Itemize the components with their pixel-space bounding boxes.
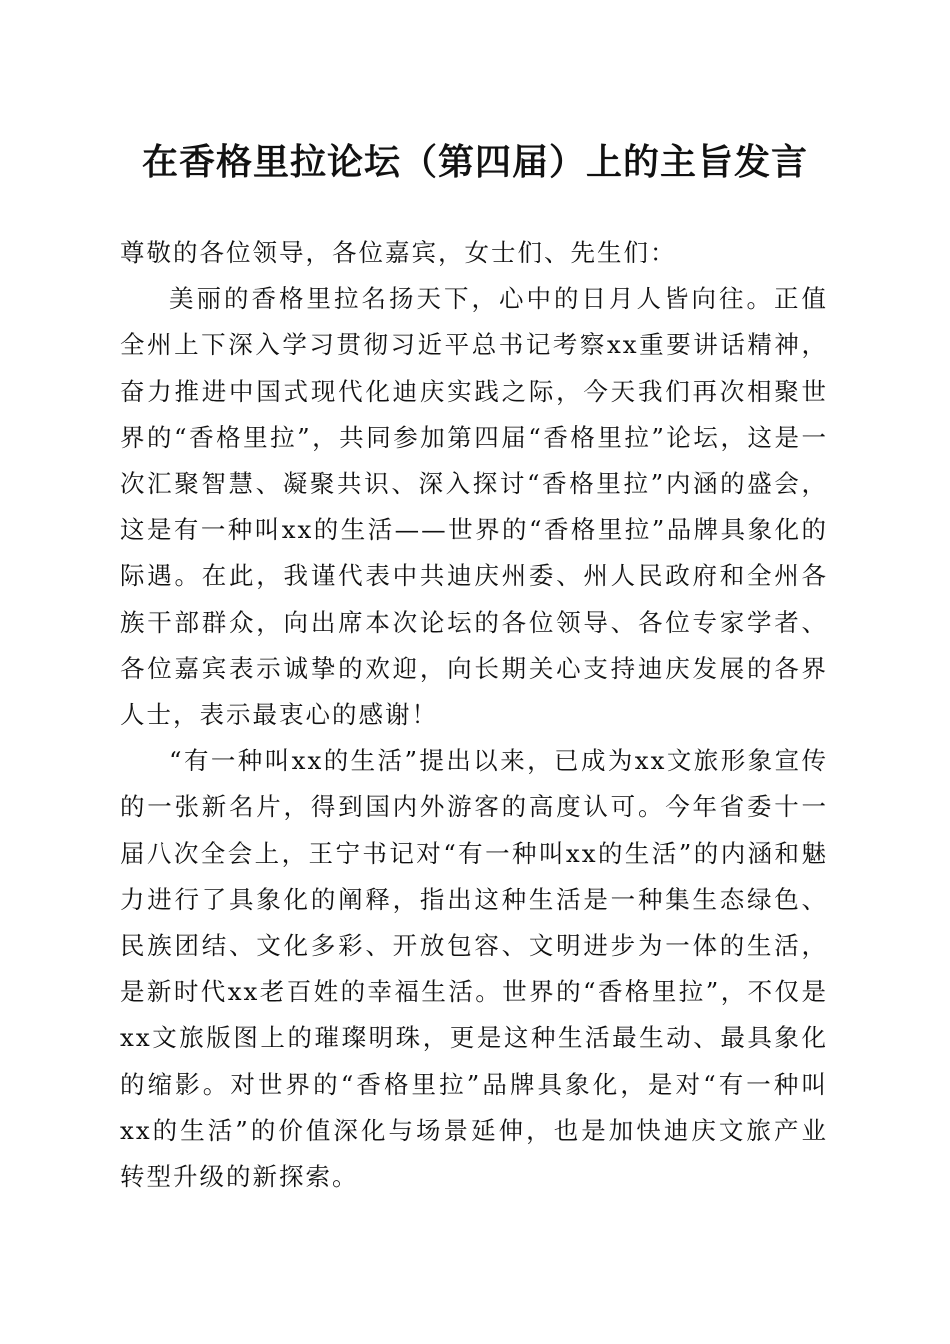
document-title: 在香格里拉论坛（第四届）上的主旨发言 <box>141 141 808 183</box>
paragraph-1: 美丽的香格里拉名扬天下，心中的日月人皆向往。正值全州上下深入学习贯彻习近平总书记考察xx重要讲话精神，奋力推进中国式现代化迪庆实践之际，今天我们再次相聚世界的“香格里拉”，共同参加第四届“香格里拉”论坛，这是一次汇聚智慧、凝聚共识、深入探讨“香格里拉”内涵的盛会，这是有一种叫xx的生活——世界的“香格里拉”品牌具象化的际遇。在此，我谨代表中共迪庆州委、州人民政府和全州各族干部群众，向出席本次论坛的各位领导、各位专家学者、各位嘉宾表示诚挚的欢迎，向长期关心支持迪庆发展的各界人士，表示最衷心的感谢！ <box>120 284 828 730</box>
salutation: 尊敬的各位领导，各位嘉宾，女士们、先生们： <box>120 238 677 267</box>
paragraph-2: “有一种叫xx的生活”提出以来，已成为xx文旅形象宣传的一张新名片，得到国内外游客的高度认可。今年省委十一届八次全会上，王宁书记对“有一种叫xx的生活”的内涵和魅力进行了具象化的阐释，指出这种生活是一种集生态绿色、民族团结、文化多彩、开放包容、文明进步为一体的生活，是新时代xx老百姓的幸福生活。世界的“香格里拉”，不仅是xx文旅版图上的璀璨明珠，更是这种生活最生动、最具象化的缩影。对世界的“香格里拉”品牌具象化，是对“有一种叫xx的生活”的价值深化与场景延伸，也是加快迪庆文旅产业转型升级的新探索。 <box>120 746 828 1192</box>
document-body <box>120 230 828 1200</box>
